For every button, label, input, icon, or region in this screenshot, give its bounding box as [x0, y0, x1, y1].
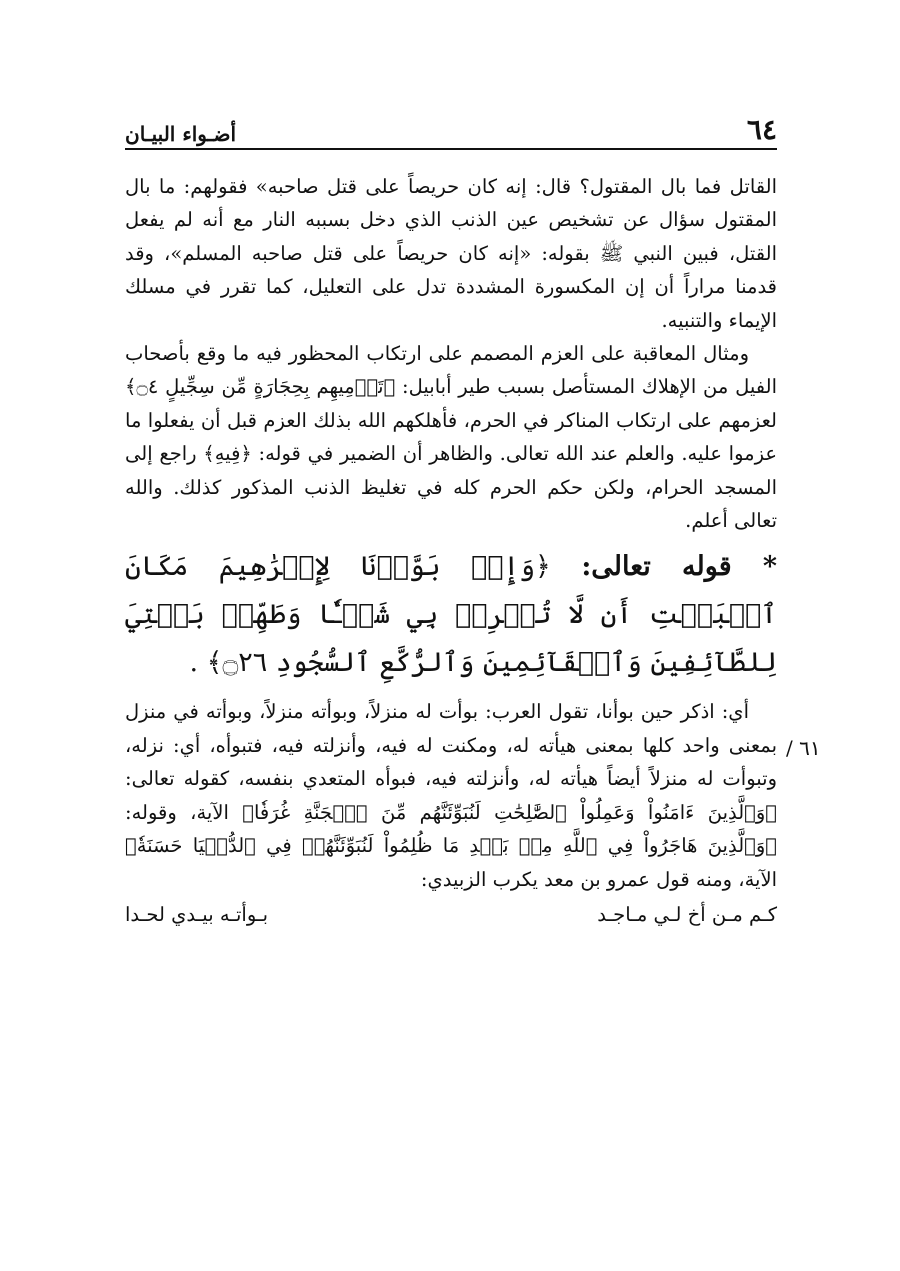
paragraph-2: ومثال المعاقبة على العزم المصمم على ارتكاب المحظور فيه ما وقع بأصحاب الفيل من الإهلاك المستأصل بسبب طير أبابيل: ﴿تَرۡمِيهِم بِحِجَارَةٍ مِّن سِجِّيلٍ ۝٤﴾ لعزمهم على ارتكاب المناكر في الحرم، فأهلكهم الله بذلك العزم قبل أن يفعلوا ما عزموا عليه. والعلم عند الله تعالى. والظاهر أن الضمير في قوله: ﴿فِيهِ﴾ راجع إلى المسجد الحرام، ولكن حكم الحرم كله في تغليظ الذنب المذكور كذلك. والله تعالى أعلم.	[125, 342, 777, 533]
poetry-first-hemistich: كـم مـن أخ لـي مـاجـد	[597, 902, 777, 926]
page-body	[125, 170, 777, 931]
page-number: ٦٤	[746, 113, 777, 146]
quran-verse-block	[125, 543, 777, 687]
paragraph-1: القاتل فما بال المقتول؟ قال: إنه كان حريصاً على قتل صاحبه» فقولهم: ما بال المقتول سؤال عن تشخيص عين الذنب الذي دخل بسببه النار مع أنه لم يفعل القتل، فبين النبي ﷺ بقوله: «إنه كان حريصاً على قتل صاحبه المسلم»، وقد قدمنا مراراً أن إن المكسورة المشددة تدل على التعليل، كما تقرر في مسلك الإيماء والتنبيه.	[125, 175, 777, 332]
poetry-second-hemistich: بـوأتـه بيـدي لحـدا	[125, 902, 269, 926]
page-header	[125, 110, 777, 150]
explanation-paragraph: أي: اذكر حين بوأنا، تقول العرب: بوأت له منزلاً، وبوأته منزلاً، وبوأته في منزل بمعنى واحد كلها بمعنى هيأته له، ومكنت له فيه، وأنزلته فيه، فتبوأه، أي: نزله، وتبوأت له منزلاً أيضاً هيأته له، وأنزلته فيه، فبوأه المتعدي بنفسه، كقوله تعالى: ﴿وَٱلَّذِينَ ءَامَنُواْ وَعَمِلُواْ ٱلصَّٰلِحَٰتِ لَنُبَوِّئَنَّهُم مِّنَ ٱلۡجَنَّةِ غُرَفٗا﴾ الآية، وقوله: ﴿وَٱلَّذِينَ هَاجَرُواْ فِي ٱللَّهِ مِنۢ بَعۡدِ مَا ظُلِمُواْ لَنُبَوِّئَنَّهُمۡ فِي ٱلدُّنۡيَا حَسَنَةٗ﴾ الآية، ومنه قول عمرو بن معد يكرب الزبيدي:	[125, 700, 777, 891]
margin-reference: ٦١ /	[786, 736, 821, 760]
verse-text: ﴿وَإِذۡ بَوَّأۡنَا لِإِبۡرَٰهِيمَ مَكَانَ ٱلۡبَيۡتِ أَن لَّا تُشۡرِكۡ بِي شَيۡـٔٗا وَطَهِّرۡ بَيۡتِيَ لِلطَّآئِفِينَ وَٱلۡقَآئِمِينَ وَٱلرُّكَّعِ ٱلسُّجُودِ ۝٢٦﴾ .	[125, 551, 777, 679]
book-title: أضـواء البيـان	[125, 122, 237, 146]
verse-label: * قوله تعالى:	[581, 551, 777, 583]
poetry-verse	[125, 898, 777, 931]
